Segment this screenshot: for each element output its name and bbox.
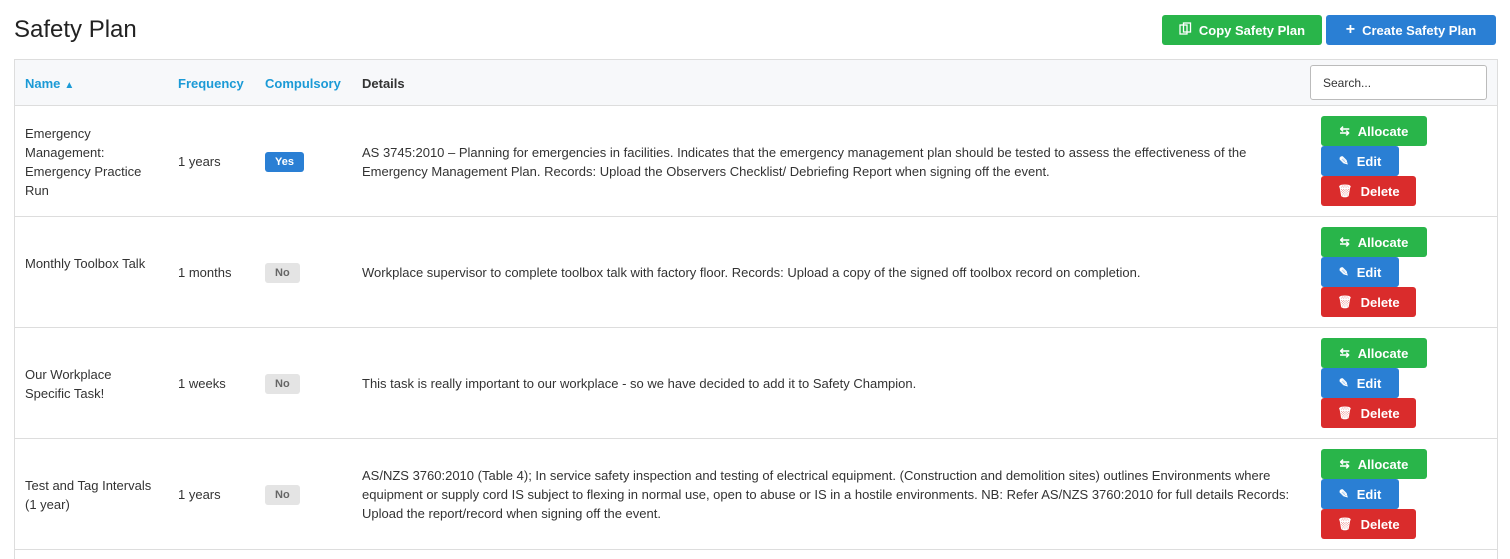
- edit-button[interactable]: [1321, 146, 1399, 176]
- compulsory-badge: No: [265, 374, 300, 394]
- row-details: AS/NZS 3760:2010 (Table 4); In service safety inspection and testing of electrical equipment. (Construction and demolition sites) outlines Environments where equipment or supply cord IS subject to flexing in normal use, open to abuse or IS in a hostile environments. NB: Refer AS/NZS 3760:2010 for full details Records: Upload the report/record when signing off the event.: [362, 468, 1290, 521]
- column-header-name-label: Name: [25, 76, 61, 91]
- copy-safety-plan-button[interactable]: [1162, 15, 1322, 45]
- edit-button[interactable]: [1321, 368, 1399, 398]
- copy-icon: [1179, 22, 1192, 38]
- row-actions: [1321, 449, 1427, 539]
- edit-label: Edit: [1356, 264, 1382, 280]
- edit-icon: ✎: [1338, 154, 1349, 168]
- trash-icon: 🗑: [1337, 517, 1353, 531]
- delete-label: Delete: [1360, 183, 1400, 199]
- row-frequency: 1 years: [178, 487, 221, 502]
- retweet-icon: ⇆: [1339, 346, 1350, 360]
- column-header-name[interactable]: [25, 76, 74, 91]
- column-header-frequency[interactable]: Frequency: [178, 76, 244, 91]
- trash-icon: 🗑: [1337, 295, 1353, 309]
- safety-plan-table: [14, 59, 1498, 559]
- compulsory-badge: No: [265, 485, 300, 505]
- table-row: [15, 328, 1497, 439]
- allocate-label: Allocate: [1357, 345, 1409, 361]
- row-name: Emergency Management: Emergency Practice Run: [25, 126, 142, 198]
- chevron-up-icon: ▲: [64, 80, 75, 91]
- table-row: [15, 106, 1497, 217]
- trash-icon: 🗑: [1337, 184, 1353, 198]
- copy-safety-plan-label: Copy Safety Plan: [1198, 22, 1306, 38]
- create-safety-plan-label: Create Safety Plan: [1362, 22, 1477, 38]
- column-header-details: Details: [362, 76, 405, 91]
- edit-button[interactable]: [1321, 479, 1399, 509]
- delete-button[interactable]: [1321, 398, 1416, 428]
- row-name: Our Workplace Specific Task!: [25, 367, 112, 401]
- table-row: [15, 217, 1497, 328]
- row-frequency: 1 weeks: [178, 376, 226, 391]
- edit-label: Edit: [1356, 486, 1382, 502]
- edit-label: Edit: [1356, 153, 1382, 169]
- column-header-compulsory[interactable]: Compulsory: [265, 76, 341, 91]
- compulsory-badge: No: [265, 263, 300, 283]
- row-compulsory: [265, 373, 300, 394]
- allocate-button[interactable]: [1321, 227, 1427, 257]
- delete-button[interactable]: [1321, 509, 1416, 539]
- plus-icon: +: [1345, 21, 1356, 38]
- row-actions: [1321, 338, 1427, 428]
- compulsory-badge: Yes: [265, 152, 304, 172]
- table-row: [15, 439, 1497, 550]
- page-title: Safety Plan: [14, 16, 137, 43]
- retweet-icon: ⇆: [1339, 457, 1350, 471]
- delete-label: Delete: [1360, 294, 1400, 310]
- trash-icon: 🗑: [1337, 406, 1353, 420]
- delete-button[interactable]: [1321, 287, 1416, 317]
- delete-label: Delete: [1360, 405, 1400, 421]
- retweet-icon: ⇆: [1339, 235, 1350, 249]
- delete-button[interactable]: [1321, 176, 1416, 206]
- create-safety-plan-button[interactable]: [1326, 15, 1496, 45]
- edit-label: Edit: [1356, 375, 1382, 391]
- retweet-icon: ⇆: [1339, 124, 1350, 138]
- table-header: [15, 60, 1497, 106]
- edit-icon: ✎: [1338, 376, 1349, 390]
- row-actions: [1321, 116, 1427, 206]
- row-name: Test and Tag Intervals (1 year): [25, 478, 152, 512]
- delete-label: Delete: [1360, 516, 1400, 532]
- row-compulsory: [265, 262, 300, 283]
- row-compulsory: [265, 484, 300, 505]
- allocate-button[interactable]: [1321, 116, 1427, 146]
- row-frequency: 1 months: [178, 265, 232, 280]
- edit-button[interactable]: [1321, 257, 1399, 287]
- edit-icon: ✎: [1338, 487, 1349, 501]
- row-actions: [1321, 227, 1427, 317]
- allocate-label: Allocate: [1357, 123, 1409, 139]
- search-input[interactable]: [1310, 65, 1487, 100]
- row-compulsory: [265, 151, 304, 172]
- row-name: Monthly Toolbox Talk: [25, 256, 146, 271]
- row-details: Workplace supervisor to complete toolbox talk with factory floor. Records: Upload a copy of the signed off toolbox record on completion.: [362, 265, 1141, 280]
- allocate-label: Allocate: [1357, 234, 1409, 250]
- allocate-label: Allocate: [1357, 456, 1409, 472]
- row-details: This task is really important to our workplace - so we have decided to add it to Safety Champion.: [362, 376, 917, 391]
- allocate-button[interactable]: [1321, 338, 1427, 368]
- row-frequency: 1 years: [178, 154, 221, 169]
- row-details: AS 3745:2010 – Planning for emergencies in facilities. Indicates that the emergency management plan should be tested to assess the effectiveness of the Emergency Management Plan. Records: Upload the Observers Checklist/ Debriefing Report when signing off the event.: [362, 145, 1247, 179]
- allocate-button[interactable]: [1321, 449, 1427, 479]
- edit-icon: ✎: [1338, 265, 1349, 279]
- top-actions: [1162, 15, 1496, 45]
